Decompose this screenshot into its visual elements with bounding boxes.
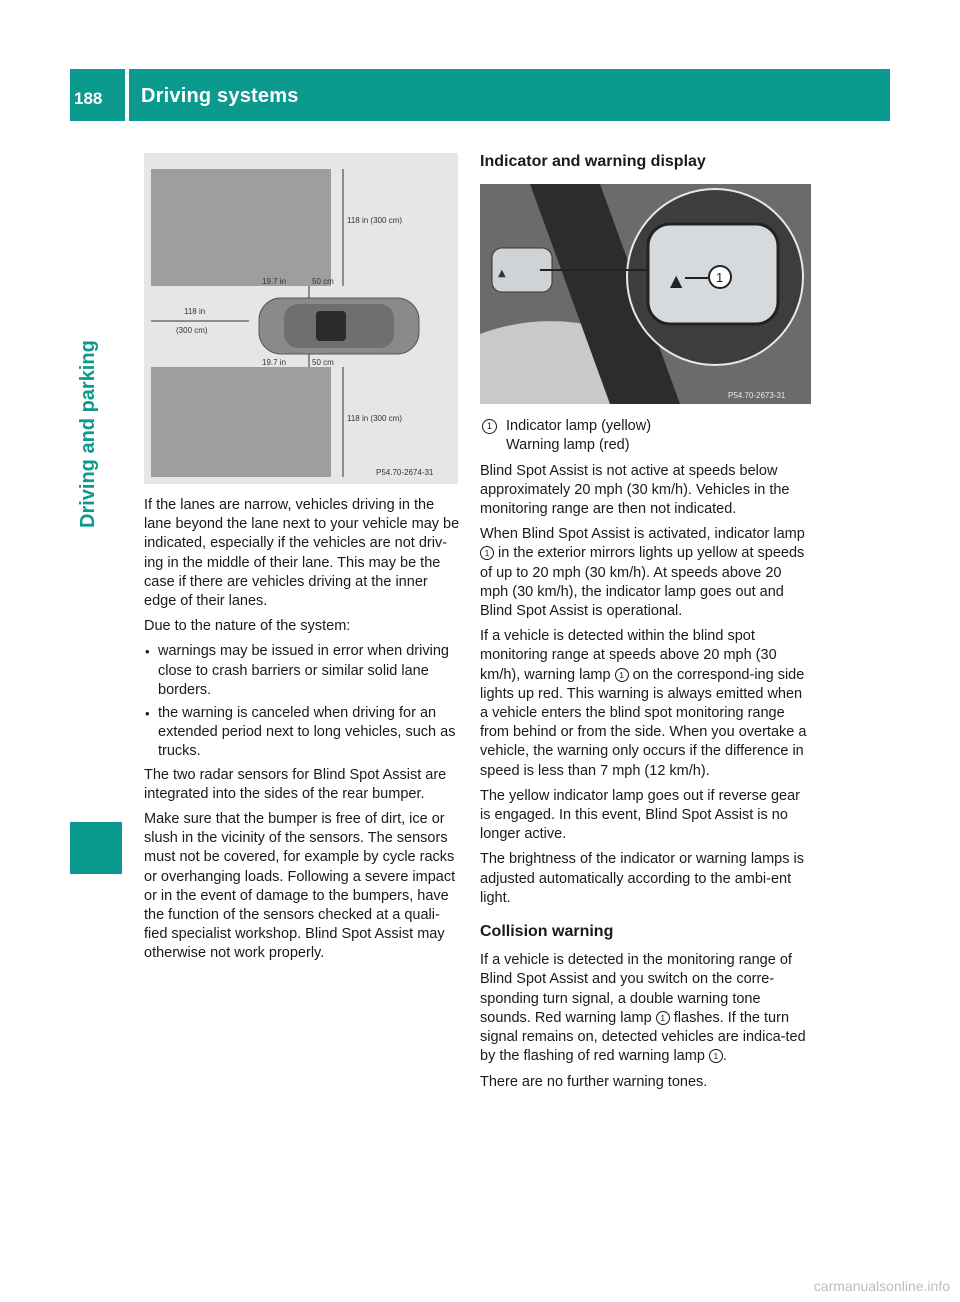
page-number: 188	[74, 89, 103, 108]
paragraph: There are no further warning tones.	[480, 1073, 708, 1090]
mirror-photo-svg	[480, 184, 811, 404]
callout-number-icon: 1	[482, 419, 497, 434]
mirror-indicator-photo	[480, 184, 811, 404]
warning-triangle-icon: ▲	[670, 271, 683, 290]
section-title: Driving systems	[141, 85, 299, 107]
paragraph: The brightness of the indicator or warning lamps is adjusted automatically according to the ambi-ent light.	[480, 851, 804, 906]
small-warning-triangle-icon: ▲	[498, 268, 506, 279]
callout-number-label: 1	[716, 270, 724, 285]
list-item: • warnings may be issued in error when driving close to crash barriers or similar solid lane borders.	[144, 642, 460, 700]
lower-range-label: 118 in (300 cm)	[347, 414, 402, 423]
side-range-cm-label: (300 cm)	[176, 326, 208, 335]
side-tab-label: Driving and parking	[77, 340, 99, 528]
upper-gap-cm-label: 50 cm	[312, 277, 334, 286]
left-column	[144, 496, 460, 970]
callout-number-icon: 1	[709, 1049, 723, 1063]
upper-monitoring-zone	[151, 169, 331, 286]
lower-monitoring-zone	[151, 367, 331, 477]
paragraph: If a vehicle is detected within the blind spot monitoring range at speeds above 20 mph (30 km/h), warning lamp 1 on the correspond-ing side lights up red. This warning is always emitted when a vehicle enters the blind spot monitoring range from behind or from the side. When you overtake a vehicle, the warning only occurs if the difference in speed is less than 7 mph (12 km/h).	[480, 628, 807, 779]
side-range-in-label: 118 in	[184, 307, 206, 316]
paragraph: When Blind Spot Assist is activated, indicator lamp 1 in the exterior mirrors lights up yellow at speeds of up to 20 mph (30 km/h). At speeds above 20 mph (30 km/h), the indicator lamp goes out and Blind Spot Assist is operational.	[480, 526, 805, 620]
side-tab-marker	[70, 822, 122, 874]
lower-gap-label: 19.7 in	[262, 358, 287, 367]
figure-code: P54.70-2674-31	[376, 468, 434, 477]
paragraph: Due to the nature of the system:	[144, 618, 351, 635]
footer-site-label: carmanualsonline.info	[813, 1278, 950, 1294]
legend-item: 1 Indicator lamp (yellow) Warning lamp (red)	[480, 417, 812, 455]
callout-number-icon: 1	[615, 668, 629, 682]
paragraph: Blind Spot Assist is not active at speeds below approximately 20 mph (30 km/h). Vehicles in the monitoring range are then not indicated.	[480, 462, 790, 518]
paragraph: If a vehicle is detected in the monitoring range of Blind Spot Assist and you switch on the corre-sponding turn signal, a double warning tone sounds. Red warning lamp 1 flashes. If the turn signal remains on, detected vehicles are indica-ted by the flashing of red warning lamp 1 .	[480, 952, 806, 1065]
list-item: • the warning is canceled when driving for an extended period next to long vehicles, such as trucks.	[144, 704, 460, 762]
paragraph: If the lanes are narrow, vehicles driving in the lane beyond the lane next to your vehicle may be indicated, especially if the vehicles are not driv-ing in the middle of their lane. This may be the case if there are vehicles driving at the inner edge of their lanes.	[144, 497, 460, 610]
paragraph: Make sure that the bumper is free of dirt, ice or slush in the vicinity of the sensors. The sensors must not be covered, for example by cycle racks or overhanging loads. Following a severe impact or in the event of damage to the bumpers, have the function of the sensors checked at a quali-fied specialist workshop. Blind Spot Assist may otherwise not work properly.	[144, 811, 456, 962]
figure-code: P54.70-2673-31	[728, 391, 786, 400]
blind-spot-range-diagram	[144, 153, 458, 484]
range-diagram-svg	[144, 153, 458, 484]
upper-gap-label: 19.7 in	[262, 277, 287, 286]
lower-gap-cm-label: 50 cm	[312, 358, 334, 367]
paragraph: The yellow indicator lamp goes out if reverse gear is engaged. In this event, Blind Spot Assist is no longer active.	[480, 787, 800, 843]
callout-number-icon: 1	[656, 1011, 670, 1025]
header-divider	[125, 69, 129, 121]
heading-indicator-display: Indicator and warning display	[480, 153, 706, 170]
paragraph: The two radar sensors for Blind Spot Assist are integrated into the sides of the rear bumper.	[144, 766, 447, 802]
car-top-view	[259, 298, 419, 354]
heading-collision-warning: Collision warning	[480, 923, 614, 941]
callout-number-icon: 1	[480, 546, 494, 560]
upper-range-label: 118 in (300 cm)	[347, 216, 402, 225]
